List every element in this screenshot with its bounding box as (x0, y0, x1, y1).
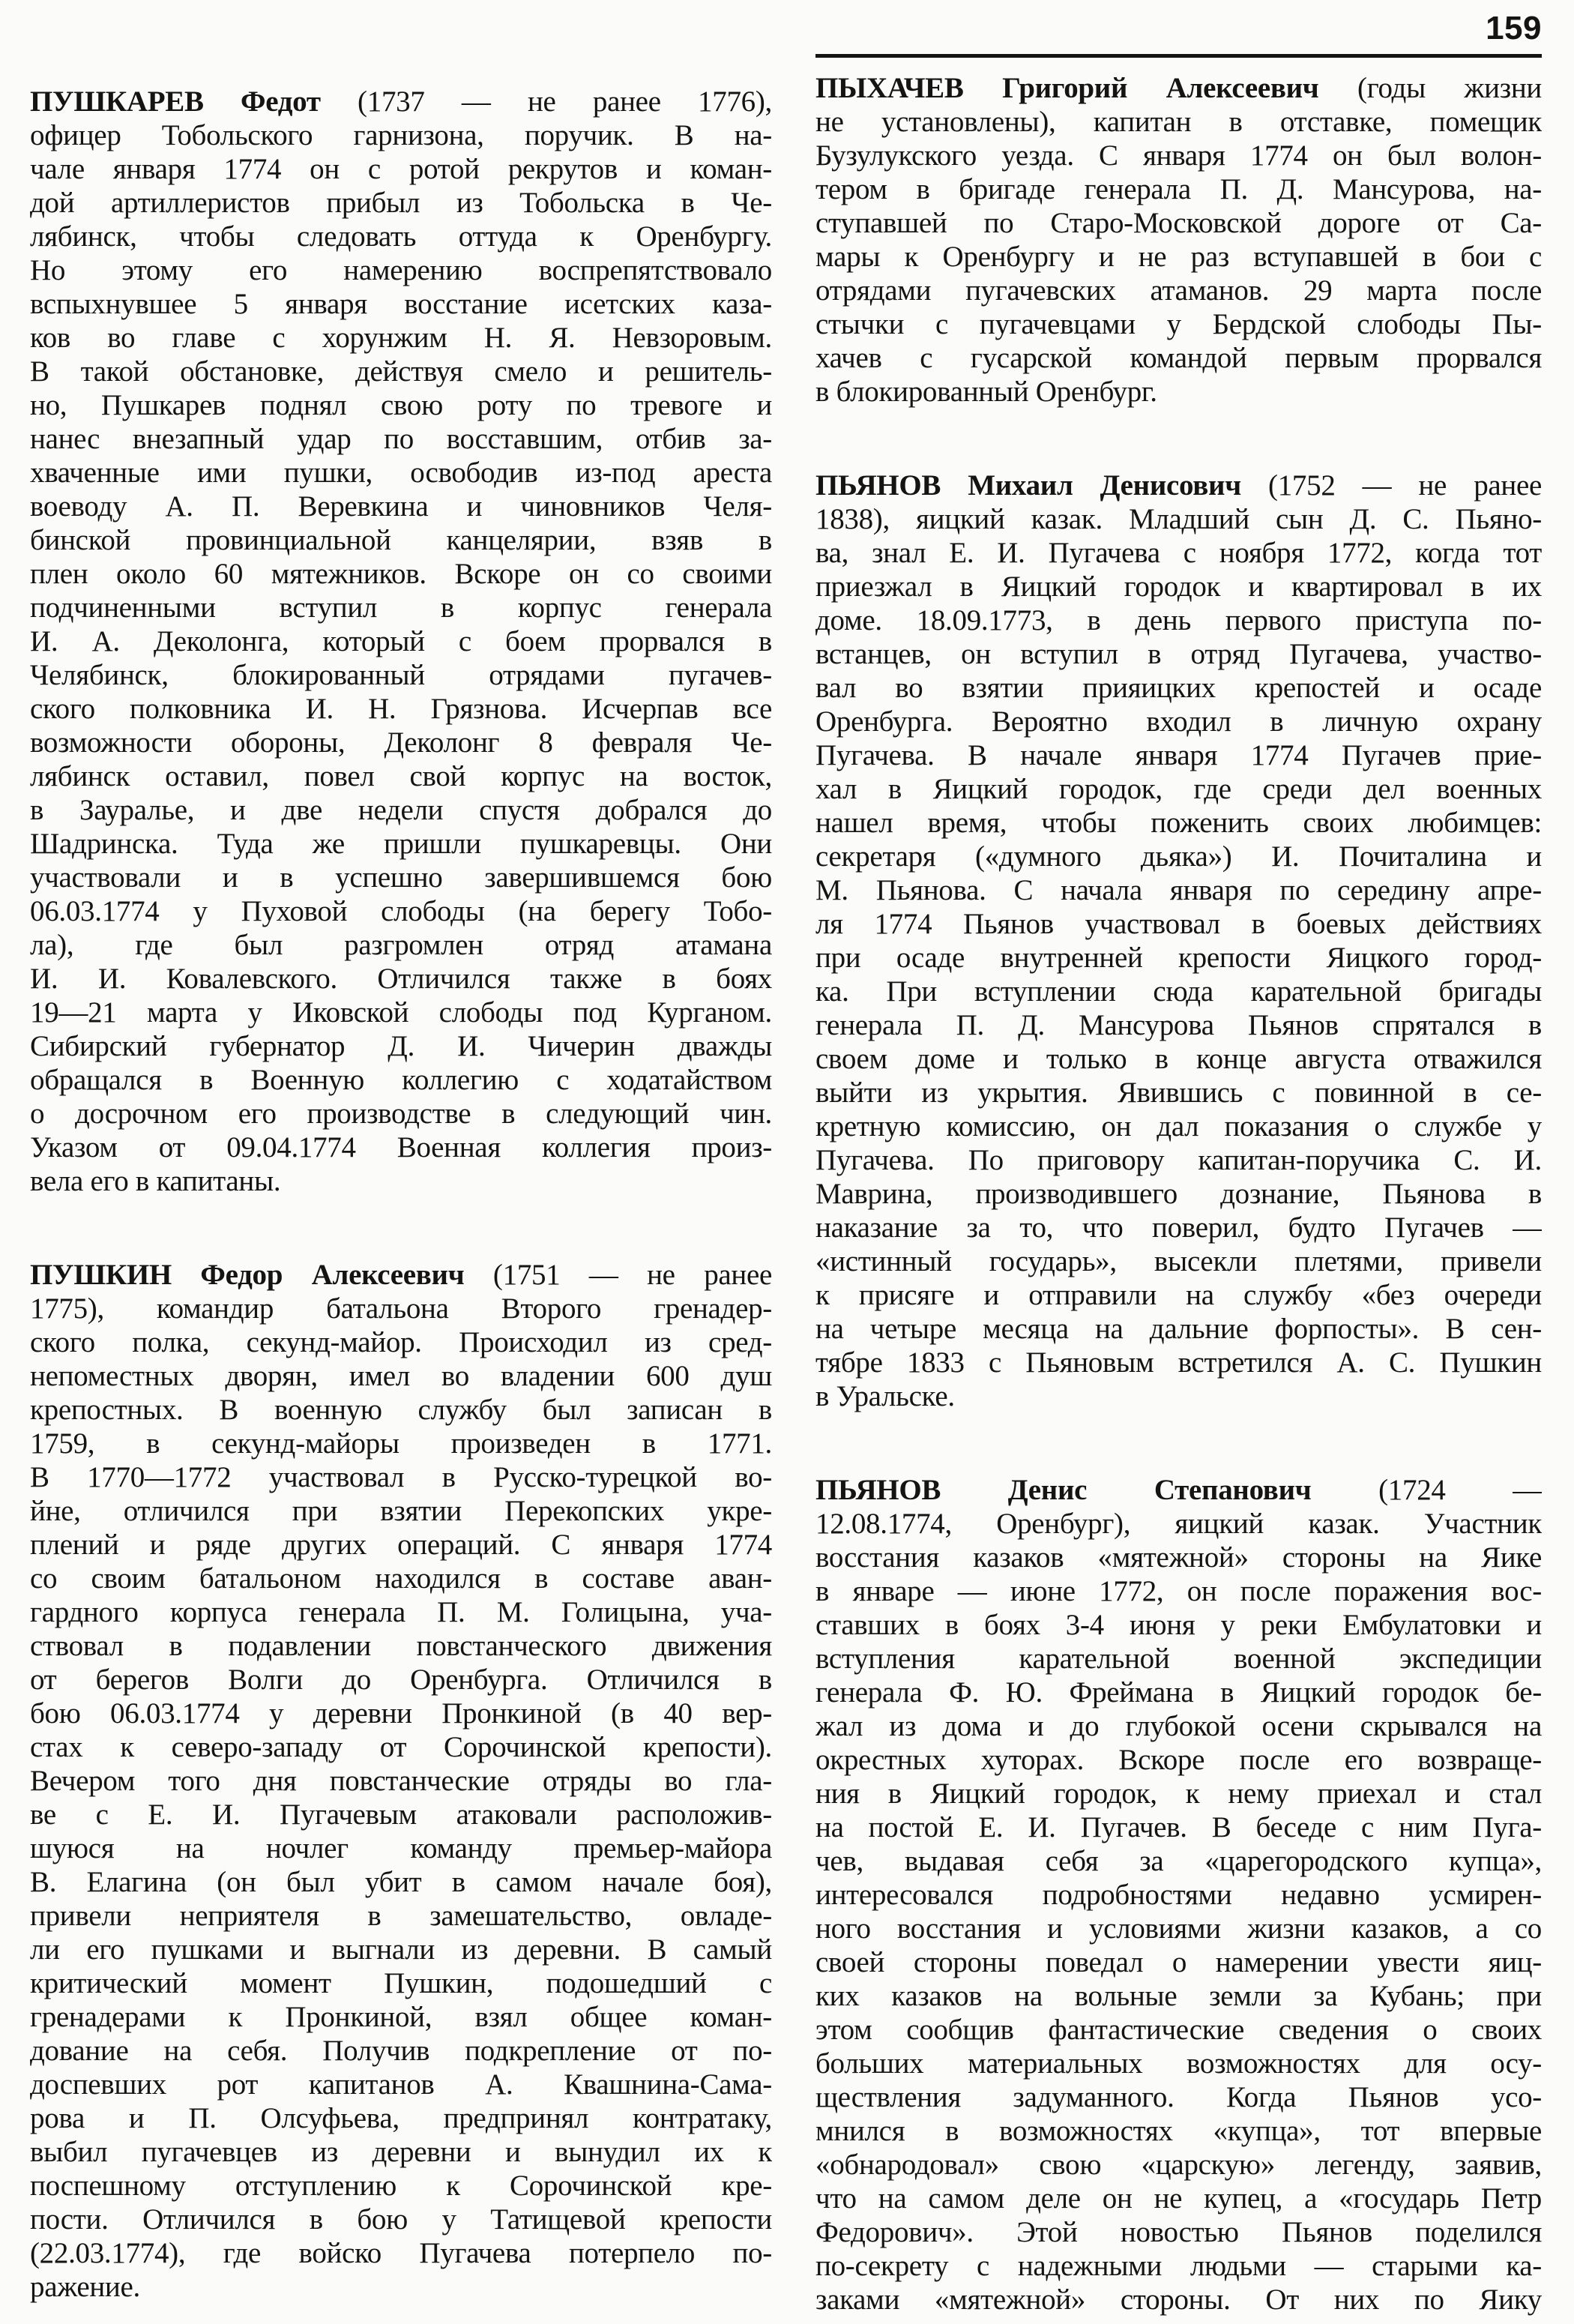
text-line: непоместных дворян, имел во владении 600 душ (30, 1360, 772, 1392)
text-line: мары к Оренбургу и не раз вступавшей в бои с (815, 241, 1542, 273)
text-line: рова и П. Олсуфьева, предпринял контратаку, (30, 2102, 772, 2134)
text-line: ве с Е. И. Пугачевым атаковали расположив- (30, 1798, 772, 1831)
text-line: ва, знал Е. И. Пугачева с ноября 1772, когда тот (815, 537, 1542, 569)
text-line: отрядами пугачевских атаманов. 29 марта после (815, 274, 1542, 307)
entry-headword-line: ПУШКАРЕВ Федот (1737 — не ранее 1776), (30, 85, 772, 118)
text-line: поспешному отступлению к Сорочинской кре- (30, 2170, 772, 2202)
text-line: 12.08.1774, Оренбург), яицкий казак. Участник (815, 1508, 1542, 1540)
text-line: на четыре месяца на дальние форпосты». В сен- (815, 1313, 1542, 1345)
text-line: ли его пушками и выгнали из деревни. В самый (30, 1933, 772, 1966)
text-line: пости. Отличился в бою у Татищевой крепости (30, 2203, 772, 2236)
text-line: к присяге и отправили на службу «без очереди (815, 1279, 1542, 1311)
text-line: возможности обороны, Деколонг 8 февраля Че- (30, 726, 772, 759)
text-line: генерала П. Д. Мансурова Пьянов спрятался в (815, 1009, 1542, 1041)
text-line: ка. При вступлении сюда карательной бригады (815, 975, 1542, 1008)
text-line: ского полка, секунд-майор. Происходил из сред- (30, 1326, 772, 1358)
text-line: 1759, в секунд-майоры произведен в 1771. (30, 1427, 772, 1460)
entry-headword: ПУШКИН Федор Алексеевич (30, 1259, 465, 1291)
text-line: крепостных. В военную службу был записан в (30, 1394, 772, 1426)
text-line: жал из дома и до глубокой осени скрывался на (815, 1710, 1542, 1742)
dictionary-entry (815, 469, 1542, 1413)
text-line: Пугачева. По приговору капитан-поручика С. И. (815, 1144, 1542, 1176)
text-line: обращался в Военную коллегию с ходатайством (30, 1064, 772, 1096)
entry-headword: ПУШКАРЕВ Федот (30, 85, 321, 118)
text-line: ния в Яицкий городок, к нему приехал и стал (815, 1777, 1542, 1810)
text-line: гренадерами к Пронкиной, взял общее коман- (30, 2001, 772, 2033)
text-line: ражение. (30, 2271, 140, 2303)
text-line: стычки с пугачевцами у Бердской слободы Пы- (815, 308, 1542, 340)
text-line: лябинск оставил, повел свой корпус на восток, (30, 760, 772, 792)
page-number: 159 (1486, 10, 1542, 46)
text-line: вела его в капитаны. (30, 1165, 281, 1197)
dictionary-entry (30, 1258, 772, 2304)
text-line: офицер Тобольского гарнизона, поручик. В на- (30, 119, 772, 151)
text-line: доме. 18.09.1773, в день первого приступа по- (815, 604, 1542, 636)
text-line: 19—21 марта у Иковской слободы под Курганом. (30, 996, 772, 1029)
text-line: ставших в боях 3-4 июня у реки Ембулатовки и (815, 1609, 1542, 1641)
text-line: заками «мятежной» стороны. От них по Яику (815, 2284, 1542, 2316)
text-line: вступления карательной военной экспедиции (815, 1643, 1542, 1675)
entry-headword: ПЫХАЧЕВ Григорий Алексеевич (815, 72, 1319, 104)
text-line: своей стороны поведал о намерении увести яиц- (815, 1946, 1542, 1978)
text-line: 1838), яицкий казак. Младший сын Д. С. Пьяно- (815, 503, 1542, 535)
text-line: «истинный государь», высекли плетями, привели (815, 1245, 1542, 1277)
entry-headword: ПЬЯНОВ Денис Степанович (815, 1474, 1312, 1506)
text-line: наказание за то, что поверил, будто Пугачев — (815, 1211, 1542, 1244)
text-line: Оренбурга. Вероятно входил в личную охрану (815, 705, 1542, 738)
entry-headword: ПЬЯНОВ Михаил Денисович (815, 469, 1241, 502)
text-line: Бузулукского уезда. С января 1774 он был волон- (815, 139, 1542, 172)
text-line: кретную комиссию, он дал показания о службе у (815, 1110, 1542, 1143)
text-line: но, Пушкарев поднял свою роту по тревоге и (30, 389, 772, 421)
text-line: окрестных хуторах. Вскоре после его возвраще- (815, 1744, 1542, 1776)
text-line: Вечером того дня повстанческие отряды во гла- (30, 1765, 772, 1797)
text-line: что на самом деле он не купец, а «государь Петр (815, 2182, 1542, 2215)
entry-headword-line: ПУШКИН Федор Алексеевич (1751 — не ранее (30, 1259, 772, 1291)
text-line: И. А. Деколонга, который с боем прорвался в (30, 625, 772, 657)
text-line: Указом от 09.04.1774 Военная коллегия произ- (30, 1131, 772, 1163)
text-line: ла), где был разгромлен отряд атамана (30, 929, 772, 961)
text-line: Федорович». Этой новостью Пьянов поделился (815, 2216, 1542, 2248)
text-line: 06.03.1774 у Пуховой слободы (на берегу Тобо- (30, 895, 772, 927)
text-line: ного восстания и условиями жизни казаков, а со (815, 1912, 1542, 1945)
text-line: на постой Е. И. Пугачев. В беседе с ним Пуга- (815, 1811, 1542, 1843)
text-line: в Зауралье, и две недели спустя добрался до (30, 794, 772, 826)
text-line: выбил пугачевцев из деревни и вынудил их к (30, 2136, 772, 2168)
text-line: этом сообщив фантастические сведения о своих (815, 2014, 1542, 2046)
page-header (815, 7, 1542, 58)
entry-headword-line: ПЬЯНОВ Михаил Денисович (1752 — не ранее (815, 469, 1542, 502)
text-line: нашел время, чтобы поженить своих любимцев: (815, 807, 1542, 839)
text-line: хваченные ими пушки, освободив из-под ареста (30, 457, 772, 489)
text-line: хал в Яицкий городок, где среди дел военных (815, 773, 1542, 805)
text-line: о досрочном его производстве в следующий чин. (30, 1098, 772, 1130)
text-line: не установлены), капитан в отставке, помещик (815, 106, 1542, 138)
dictionary-entry (30, 85, 772, 1198)
column-right (815, 7, 1542, 2317)
text-line: ля 1774 Пьянов участвовал в боевых действиях (815, 908, 1542, 940)
text-line: встанцев, он вступил в отряд Пугачева, участво- (815, 638, 1542, 670)
text-line: Шадринска. Туда же пришли пушкаревцы. Они (30, 828, 772, 860)
text-line: в блокированный Оренбург. (815, 376, 1157, 408)
text-line: (22.03.1774), где войско Пугачева потерпело по- (30, 2237, 772, 2269)
dictionary-entry (815, 1473, 1542, 2317)
entry-headword-line: ПЬЯНОВ Денис Степанович (1724 — (815, 1474, 1542, 1506)
column-left (30, 71, 772, 2304)
text-line: Пугачева. В начале января 1774 Пугачев прие- (815, 739, 1542, 771)
text-line: йне, отличился при взятии Перекопских укре- (30, 1495, 772, 1527)
text-line: гардного корпуса генерала П. М. Голицына, уча- (30, 1596, 772, 1628)
text-line: чале января 1774 он с ротой рекрутов и коман- (30, 153, 772, 185)
text-line: Челябинск, блокированный отрядами пугачев- (30, 659, 772, 691)
text-line: участвовали и в успешно завершившемся бою (30, 861, 772, 894)
text-line: при осаде внутренней крепости Яицкого город- (815, 942, 1542, 974)
text-line: шуюся на ночлег команду премьер-майора (30, 1832, 772, 1864)
text-line: ствовал в подавлении повстанческого движения (30, 1630, 772, 1662)
text-line: нанес внезапный удар по восставшим, отбив за- (30, 423, 772, 455)
text-line: интересовался подробностями недавно усмирен- (815, 1879, 1542, 1911)
text-line: тером в бригаде генерала П. Д. Мансурова, на- (815, 173, 1542, 205)
text-line: плений и ряде других операций. С января 1774 (30, 1529, 772, 1561)
text-line: В. Елагина (он был убит в самом начале боя), (30, 1866, 772, 1898)
text-line: восстания казаков «мятежной» стороны на Яике (815, 1541, 1542, 1574)
text-line: от берегов Волги до Оренбурга. Отличился в (30, 1664, 772, 1696)
text-line: доспевших рот капитанов А. Квашнина-Сама- (30, 2068, 772, 2101)
header-rule (815, 54, 1542, 58)
text-line: со своим батальоном находился в составе аван- (30, 1562, 772, 1595)
text-line: по-секрету с надежными людьми — старыми ка- (815, 2250, 1542, 2282)
text-line: бою 06.03.1774 у деревни Пронкиной (в 40 вер- (30, 1697, 772, 1730)
entry-headword-line: ПЫХАЧЕВ Григорий Алексеевич (годы жизни (815, 72, 1542, 104)
text-line: тябре 1833 с Пьяновым встретился А. С. Пушкин (815, 1346, 1542, 1379)
text-line: ких казаков на вольные земли за Кубань; при (815, 1980, 1542, 2012)
text-line: в январе — июне 1772, он после поражения вос- (815, 1575, 1542, 1607)
text-line: стах к северо-западу от Сорочинской крепости). (30, 1731, 772, 1763)
text-line: ступавшей по Старо-Московской дороге от Са- (815, 207, 1542, 239)
text-line: критический момент Пушкин, подошедший с (30, 1967, 772, 1999)
text-line: плен около 60 мятежников. Вскоре он со своими (30, 558, 772, 590)
text-line: в Уральске. (815, 1380, 955, 1412)
text-line: ков во главе с хорунжим Н. Я. Невзоровым. (30, 322, 772, 354)
text-line: В 1770—1772 участвовал в Русско-турецкой во- (30, 1461, 772, 1493)
text-line: секретаря («думного дьяка») И. Почиталина и (815, 840, 1542, 873)
text-line: больших материальных возможностях для осу- (815, 2047, 1542, 2080)
text-line: приезжал в Яицкий городок и квартировал в их (815, 571, 1542, 603)
text-line: вспыхнувшее 5 января восстание исетских каза- (30, 288, 772, 320)
text-line: чев, выдавая себя за «царегородского купца», (815, 1845, 1542, 1877)
text-line: Сибирский губернатор Д. И. Чичерин дважды (30, 1030, 772, 1062)
text-line: генерала Ф. Ю. Фреймана в Яицкий городок бе- (815, 1676, 1542, 1709)
text-line: привели неприятеля в замешательство, овладе- (30, 1900, 772, 1932)
text-line: 1775), командир батальона Второго гренадер- (30, 1292, 772, 1325)
text-line: дование на себя. Получив подкрепление от по- (30, 2035, 772, 2067)
dictionary-entry (815, 71, 1542, 409)
text-line: Маврина, производившего дознание, Пьянова в (815, 1178, 1542, 1210)
text-line: М. Пьянова. С начала января по середину апре- (815, 874, 1542, 906)
text-line: вал во взятии прияицких крепостей и осаде (815, 672, 1542, 704)
text-line: подчиненными вступил в корпус генерала (30, 591, 772, 624)
text-line: ского полковника И. Н. Грязнова. Исчерпав все (30, 693, 772, 725)
text-line: «обнародовал» свою «царскую» легенду, заявив, (815, 2149, 1542, 2181)
text-line: своем доме и только в конце августа отважился (815, 1043, 1542, 1075)
text-line: хачев с гусарской командой первым прорвался (815, 342, 1542, 374)
text-line: выйти из укрытия. Явившись с повинной в се- (815, 1077, 1542, 1109)
text-line: лябинск, чтобы следовать оттуда к Оренбургу. (30, 220, 772, 253)
text-line: мнился в возможностях «купца», тот впервые (815, 2115, 1542, 2147)
text-line: воеводу А. П. Веревкина и чиновников Челя- (30, 490, 772, 523)
text-line: Но этому его намерению воспрепятствовало (30, 254, 772, 286)
text-line: бинской провинциальной канцелярии, взяв в (30, 524, 772, 556)
text-line: ществления задуманного. Когда Пьянов усо- (815, 2081, 1542, 2113)
text-line: И. И. Ковалевского. Отличился также в боях (30, 963, 772, 995)
text-line: дой артиллеристов прибыл из Тобольска в Че- (30, 187, 772, 219)
entries-left (30, 85, 772, 2304)
entries-right (815, 71, 1542, 2317)
text-line: В такой обстановке, действуя смело и решитель- (30, 355, 772, 388)
